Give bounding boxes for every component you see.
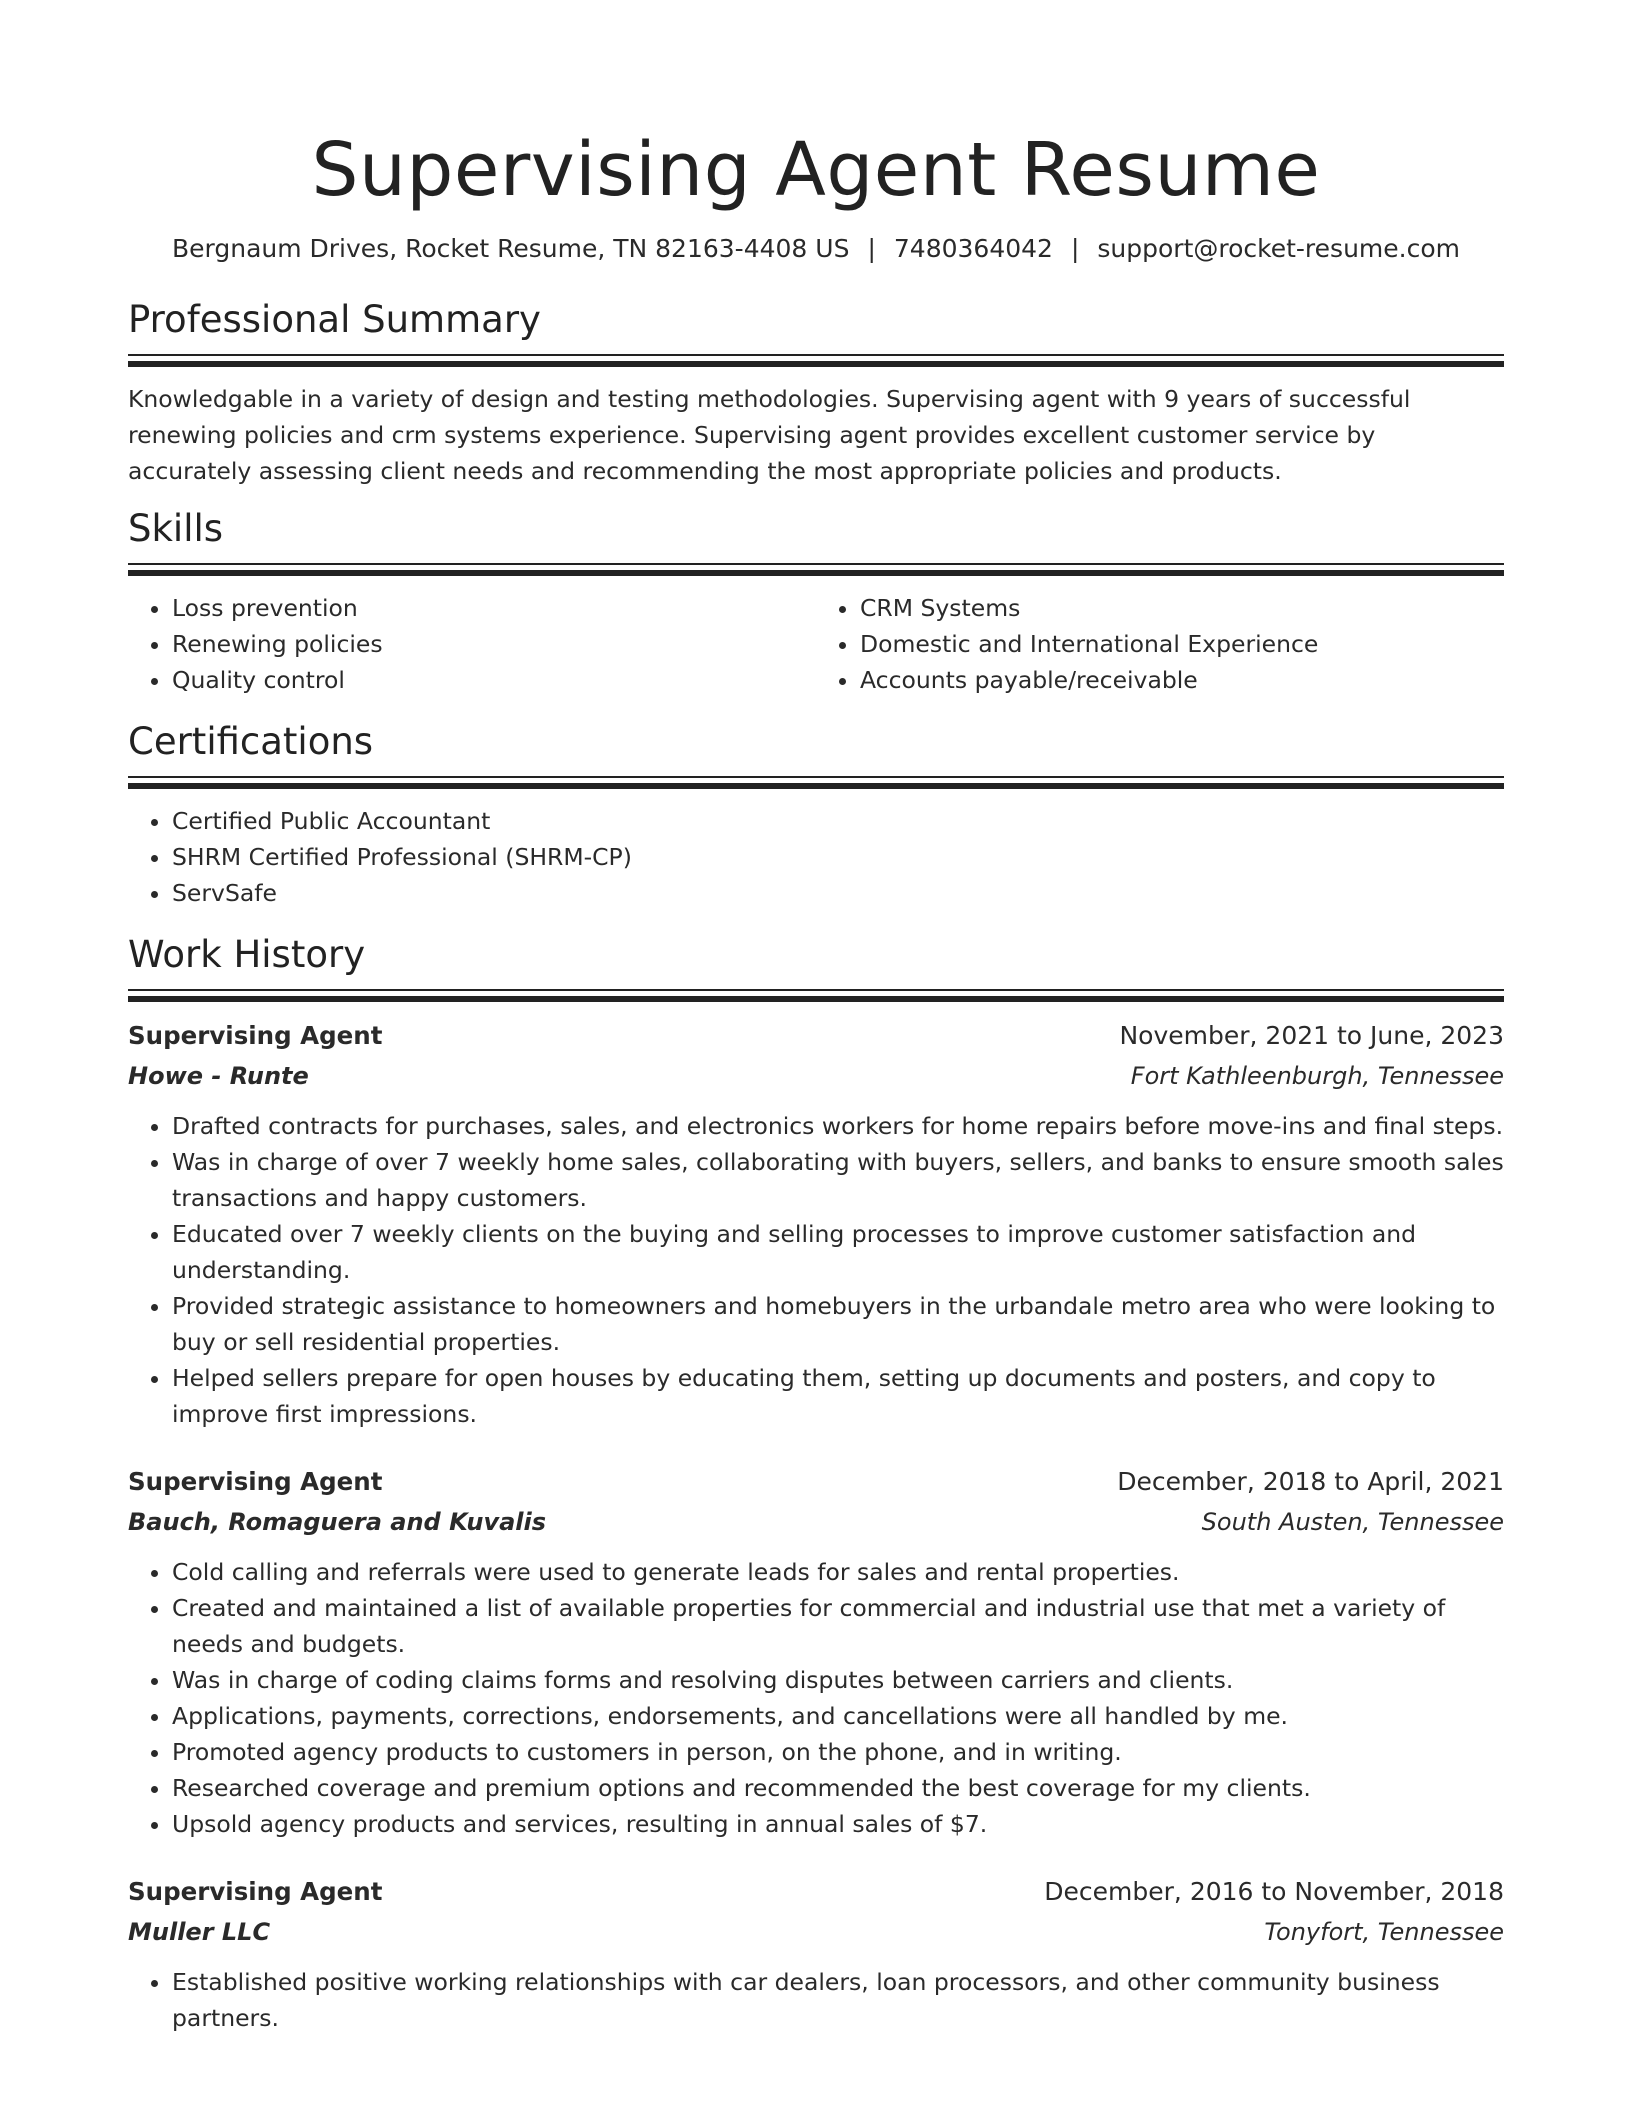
job-bullets (128, 1108, 1504, 1432)
job-bullet: • Was in charge of coding claims forms and resolving disputes between carriers and clients. (172, 1662, 1504, 1698)
skill-item: • Loss prevention (172, 590, 816, 626)
section-divider (128, 354, 1504, 367)
job-location: Fort Kathleenburgh, Tennessee (1130, 1062, 1504, 1090)
section-divider (128, 563, 1504, 576)
skill-item: • Renewing policies (172, 626, 816, 662)
job-bullet: • Helped sellers prepare for open houses by educating them, setting up documents and posters, and copy to improve first impressions. (172, 1360, 1504, 1432)
job-bullet: • Promoted agency products to customers in person, on the phone, and in writing. (172, 1734, 1504, 1770)
job-bullet: • Established positive working relationships with car dealers, loan processors, and other community business partners. (172, 1964, 1504, 2036)
certifications-list (128, 803, 1504, 911)
job-title: Supervising Agent (128, 1021, 383, 1050)
contact-separator: | (1070, 234, 1080, 263)
skills-section (128, 505, 1504, 698)
skills-list-right (816, 590, 1504, 698)
job-company: Howe - Runte (128, 1062, 309, 1090)
certification-item: • Certified Public Accountant (172, 803, 1504, 839)
job-location: South Austen, Tennessee (1201, 1508, 1504, 1536)
certification-item: • ServSafe (172, 875, 1504, 911)
contact-separator: | (867, 234, 876, 263)
job-bullet: • Researched coverage and premium options and recommended the best coverage for my clients. (172, 1770, 1504, 1806)
certifications-section (128, 718, 1504, 911)
job-bullet: • Educated over 7 weekly clients on the buying and selling processes to improve customer satisfaction and understanding. (172, 1216, 1504, 1288)
job-title: Supervising Agent (128, 1467, 383, 1496)
skills-heading: Skills (128, 507, 224, 550)
job-entry (128, 1462, 1504, 1842)
job-dates: November, 2021 to June, 2023 (1119, 1021, 1504, 1050)
job-company: Bauch, Romaguera and Kuvalis (128, 1508, 547, 1536)
job-header (128, 1016, 1504, 1056)
skill-item: • CRM Systems (860, 590, 1504, 626)
job-bullet: • Applications, payments, corrections, endorsements, and cancellations were all handled by me. (172, 1698, 1504, 1734)
job-entry (128, 1016, 1504, 1432)
job-subheader (128, 1912, 1504, 1952)
job-bullet: • Cold calling and referrals were used to generate leads for sales and rental properties. (172, 1554, 1504, 1590)
summary-section (128, 296, 1504, 489)
job-bullet: • Created and maintained a list of available properties for commercial and industrial use that met a variety of needs and budgets. (172, 1590, 1504, 1662)
summary-text: Knowledgable in a variety of design and testing methodologies. Supervising agent with 9 years of successful renewing policies and crm systems experience. Supervising agent provides excellent customer service by accurately assessing client needs and recommending the most appropriate policies and products. (128, 385, 1411, 485)
job-location: Tonyfort, Tennessee (1264, 1918, 1504, 1946)
job-dates: December, 2018 to April, 2021 (1117, 1467, 1504, 1496)
job-header (128, 1462, 1504, 1502)
job-bullet: • Drafted contracts for purchases, sales, and electronics workers for home repairs before move-ins and final steps. (172, 1108, 1504, 1144)
work-history-heading: Work History (128, 933, 366, 976)
contact-line (128, 232, 1504, 266)
skill-item: • Domestic and International Experience (860, 626, 1504, 662)
job-subheader (128, 1056, 1504, 1096)
job-bullet: • Upsold agency products and services, resulting in annual sales of $7. (172, 1806, 1504, 1842)
section-divider (128, 989, 1504, 1002)
certification-item: • SHRM Certified Professional (SHRM-CP) (172, 839, 1504, 875)
section-divider (128, 776, 1504, 789)
job-subheader (128, 1502, 1504, 1542)
certifications-heading: Certifications (128, 720, 374, 763)
contact-email[interactable]: support@rocket-resume.com (1097, 234, 1460, 263)
contact-phone[interactable]: 7480364042 (893, 234, 1053, 263)
job-bullets (128, 1554, 1504, 1842)
contact-address: Bergnaum Drives, Rocket Resume, TN 82163-4408 US (171, 234, 850, 263)
job-header (128, 1872, 1504, 1912)
summary-heading: Professional Summary (128, 298, 541, 341)
resume-title: Supervising Agent Resume (311, 127, 1321, 213)
skills-list-left (128, 590, 816, 698)
job-bullets (128, 1964, 1504, 2036)
job-bullet: • Provided strategic assistance to homeowners and homebuyers in the urbandale metro area who were looking to buy or sell residential properties. (172, 1288, 1504, 1360)
skill-item: • Quality control (172, 662, 816, 698)
job-title: Supervising Agent (128, 1877, 383, 1906)
work-history-section (128, 931, 1504, 2036)
job-dates: December, 2016 to November, 2018 (1044, 1877, 1504, 1906)
job-company: Muller LLC (128, 1918, 271, 1946)
skills-grid (128, 590, 1504, 698)
job-entry (128, 1872, 1504, 2036)
skill-item: • Accounts payable/receivable (860, 662, 1504, 698)
job-bullet: • Was in charge of over 7 weekly home sales, collaborating with buyers, sellers, and banks to ensure smooth sales transactions and happy customers. (172, 1144, 1504, 1216)
